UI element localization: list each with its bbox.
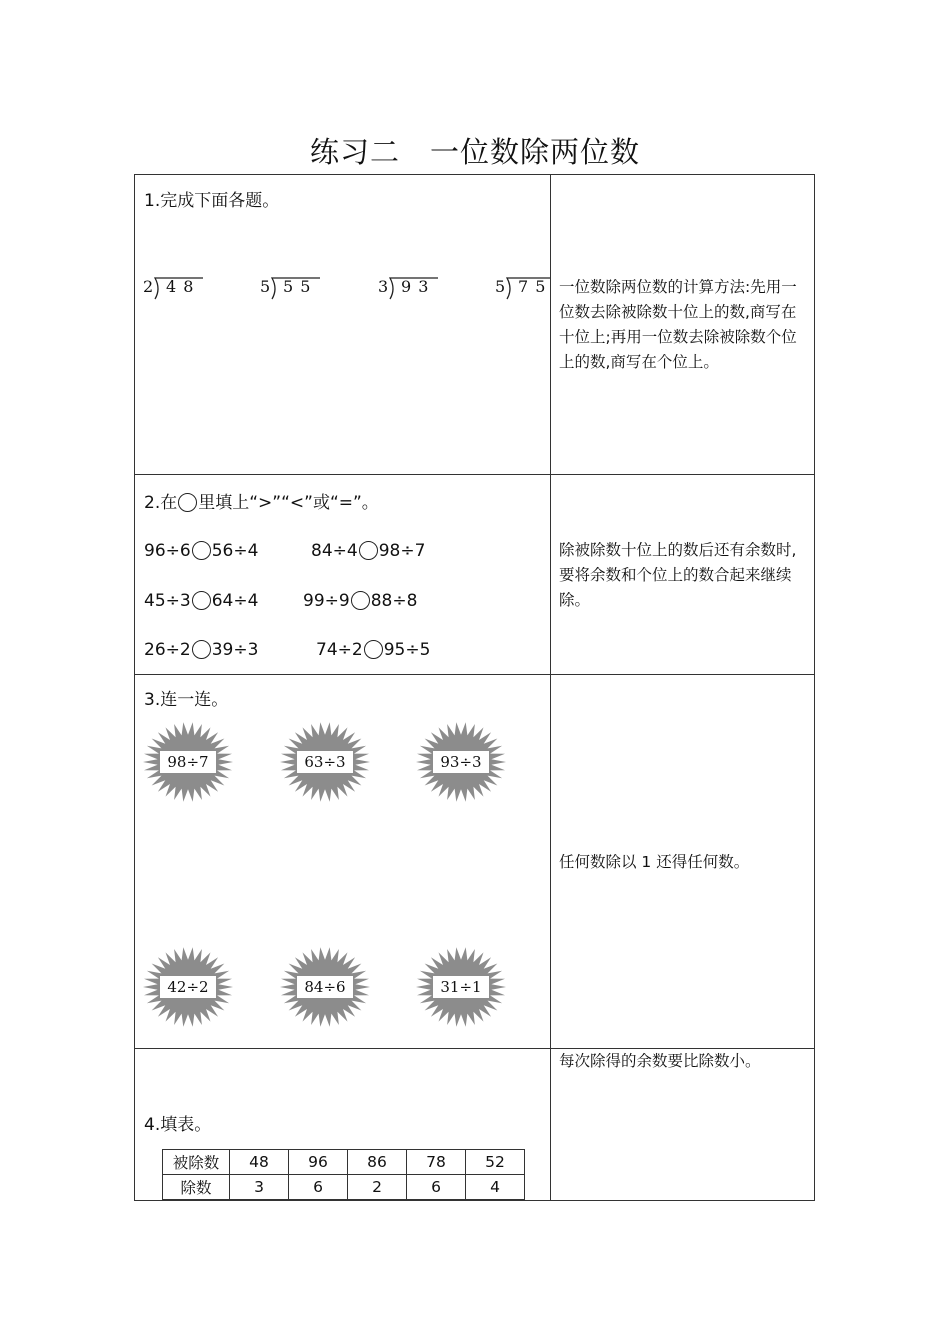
compare-expression: 96÷6 56÷4 xyxy=(144,541,259,561)
circle-icon xyxy=(178,493,197,512)
long-division-problem xyxy=(143,277,195,296)
sun-card[interactable]: 42÷2 xyxy=(142,945,234,1029)
compare-expression: 74÷2 95÷5 xyxy=(316,640,431,660)
divisor: 5 xyxy=(260,277,271,296)
long-division-problem xyxy=(378,277,430,296)
sun-card[interactable]: 31÷1 xyxy=(415,945,507,1029)
tip-note: 除被除数十位上的数后还有余数时,要将余数和个位上的数合起来继续除。 xyxy=(559,541,797,609)
section-3-heading: 3.连一连。 xyxy=(144,690,229,710)
answer-circle[interactable] xyxy=(192,541,211,560)
table-cell: 4 xyxy=(466,1175,525,1200)
sun-card[interactable]: 93÷3 xyxy=(415,720,507,804)
long-division-problem xyxy=(260,277,312,296)
dividend: 7 5 xyxy=(518,277,547,296)
compare-expression: 84÷4 98÷7 xyxy=(311,541,426,561)
table-cell: 6 xyxy=(407,1175,466,1200)
section-2-heading: 2.在 里填上“>”“<”或“=”。 xyxy=(144,493,379,513)
long-division-problem xyxy=(495,277,547,296)
divisor: 3 xyxy=(378,277,389,296)
page-title: 练习二 一位数除两位数 xyxy=(309,135,641,169)
answer-circle[interactable] xyxy=(192,591,211,610)
answer-circle[interactable] xyxy=(351,591,370,610)
tip-note: 一位数除两位数的计算方法:先用一位数去除被除数十位上的数,商写在十位上;再用一位数去除被除数个位上的数,商写在个位上。 xyxy=(559,278,797,371)
row-header: 除数 xyxy=(163,1175,230,1200)
divisor: 2 xyxy=(143,277,154,296)
exercise-grid xyxy=(134,174,815,1201)
tip-note: 每次除得的余数要比除数小。 xyxy=(559,1052,761,1070)
table-cell: 2 xyxy=(348,1175,407,1200)
row-divider xyxy=(135,474,814,475)
table-row xyxy=(163,1175,525,1200)
sun-card[interactable]: 63÷3 xyxy=(279,720,371,804)
column-divider xyxy=(550,175,551,1200)
compare-expression: 26÷2 39÷3 xyxy=(144,640,259,660)
answer-circle[interactable] xyxy=(192,640,211,659)
dividend: 5 5 xyxy=(283,277,312,296)
dividend: 9 3 xyxy=(401,277,430,296)
table-cell: 96 xyxy=(289,1150,348,1175)
tip-note: 任何数除以 1 还得任何数。 xyxy=(559,853,750,871)
table-cell: 3 xyxy=(230,1175,289,1200)
section-4-heading: 4.填表。 xyxy=(144,1115,212,1135)
sun-card[interactable]: 98÷7 xyxy=(142,720,234,804)
sun-card[interactable]: 84÷6 xyxy=(279,945,371,1029)
table-row xyxy=(163,1150,525,1175)
answer-circle[interactable] xyxy=(359,541,378,560)
table-cell: 48 xyxy=(230,1150,289,1175)
compare-expression: 99÷9 88÷8 xyxy=(303,591,418,611)
section-1-heading: 1.完成下面各题。 xyxy=(144,191,280,211)
row-header: 被除数 xyxy=(163,1150,230,1175)
row-divider xyxy=(135,674,814,675)
compare-expression: 45÷3 64÷4 xyxy=(144,591,259,611)
divisor: 5 xyxy=(495,277,506,296)
table-cell: 6 xyxy=(289,1175,348,1200)
dividend: 4 8 xyxy=(166,277,195,296)
answer-circle[interactable] xyxy=(364,640,383,659)
table-cell: 52 xyxy=(466,1150,525,1175)
fill-table xyxy=(162,1149,525,1200)
table-cell: 86 xyxy=(348,1150,407,1175)
table-cell: 78 xyxy=(407,1150,466,1175)
